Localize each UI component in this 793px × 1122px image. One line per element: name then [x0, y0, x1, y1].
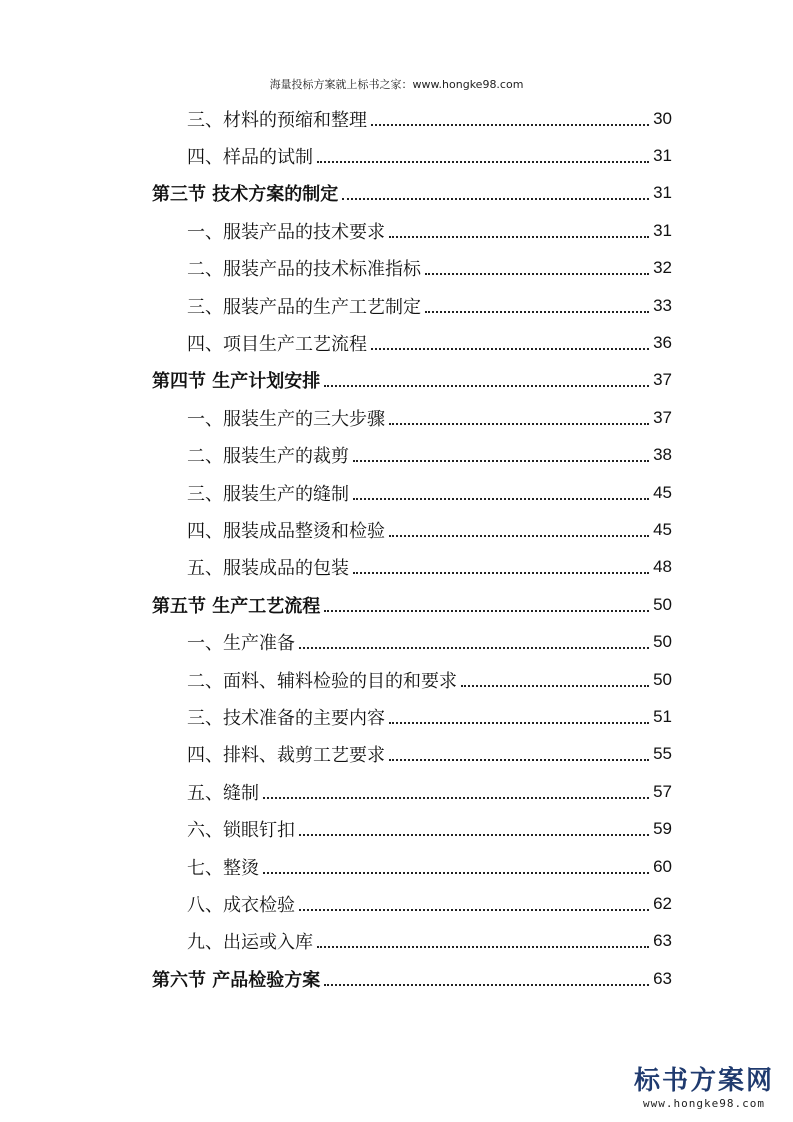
- dot-leader: [299, 647, 649, 649]
- toc-item-entry[interactable]: [152, 885, 672, 922]
- toc-item-entry[interactable]: [152, 549, 672, 586]
- toc-entry-label: 五、缝制: [187, 782, 259, 804]
- dot-leader: [342, 198, 649, 200]
- dot-leader: [299, 834, 649, 836]
- dot-leader: [353, 498, 649, 500]
- dot-leader: [425, 311, 649, 313]
- toc-item-entry[interactable]: [152, 287, 672, 324]
- toc-entry-label: 六、锁眼钉扣: [187, 820, 295, 842]
- toc-item-entry[interactable]: [152, 923, 672, 960]
- toc-entry-page-number: 32: [653, 258, 672, 278]
- toc-entry-label: 第五节 生产工艺流程: [152, 595, 321, 617]
- toc-item-entry[interactable]: [152, 511, 672, 548]
- toc-entry-label: 第三节 技术方案的制定: [152, 184, 339, 206]
- toc-item-entry[interactable]: [152, 100, 672, 137]
- toc-entry-page-number: 63: [653, 968, 672, 988]
- toc-entry-page-number: 63: [653, 931, 672, 951]
- dot-leader: [324, 610, 649, 612]
- dot-leader: [389, 722, 649, 724]
- toc-entry-page-number: 37: [653, 370, 672, 390]
- toc-entry-page-number: 36: [653, 333, 672, 353]
- logo-url: www.hongke98.com: [643, 1097, 765, 1110]
- toc-entry-label: 三、服装产品的生产工艺制定: [187, 296, 421, 318]
- toc-item-entry[interactable]: [152, 474, 672, 511]
- watermark-logo: [629, 1060, 779, 1110]
- toc-entry-page-number: 57: [653, 781, 672, 801]
- toc-entry-page-number: 50: [653, 669, 672, 689]
- toc-section-entry[interactable]: [152, 362, 672, 399]
- dot-leader: [353, 572, 649, 574]
- toc-entry-page-number: 50: [653, 594, 672, 614]
- dot-leader: [324, 385, 649, 387]
- toc-item-entry[interactable]: [152, 437, 672, 474]
- toc-entry-page-number: 31: [653, 183, 672, 203]
- toc-item-entry[interactable]: [152, 848, 672, 885]
- toc-item-entry[interactable]: [152, 137, 672, 174]
- toc-entry-page-number: 37: [653, 407, 672, 427]
- toc-entry-label: 四、服装成品整烫和检验: [187, 520, 385, 542]
- toc-item-entry[interactable]: [152, 698, 672, 735]
- toc-section-entry[interactable]: [152, 960, 672, 997]
- toc-item-entry[interactable]: [152, 324, 672, 361]
- toc-entry-label: 七、整烫: [187, 857, 259, 879]
- toc-entry-page-number: 31: [653, 146, 672, 166]
- toc-item-entry[interactable]: [152, 399, 672, 436]
- toc-entry-label: 一、生产准备: [187, 633, 295, 655]
- toc-entry-page-number: 55: [653, 744, 672, 764]
- toc-entry-page-number: 62: [653, 893, 672, 913]
- dot-leader: [461, 685, 649, 687]
- page-header: 海量投标方案就上标书之家：www.hongke98.com: [269, 78, 524, 91]
- logo-brand: 标书方案网: [633, 1066, 774, 1096]
- dot-leader: [425, 273, 649, 275]
- toc-entry-label: 四、样品的试制: [187, 147, 313, 169]
- toc-entry-label: 二、面料、辅料检验的目的和要求: [187, 670, 457, 692]
- toc-item-entry[interactable]: [152, 773, 672, 810]
- toc-entry-label: 二、服装生产的裁剪: [187, 446, 349, 468]
- toc-entry-label: 一、服装产品的技术要求: [187, 221, 385, 243]
- dot-leader: [389, 759, 649, 761]
- toc-entry-label: 三、服装生产的缝制: [187, 483, 349, 505]
- toc-item-entry[interactable]: [152, 623, 672, 660]
- toc-entry-page-number: 50: [653, 632, 672, 652]
- dot-leader: [389, 535, 649, 537]
- toc-entry-page-number: 33: [653, 295, 672, 315]
- toc-entry-page-number: 51: [653, 706, 672, 726]
- toc-entry-label: 第四节 生产计划安排: [152, 371, 321, 393]
- dot-leader: [389, 236, 649, 238]
- toc-entry-label: 五、服装成品的包装: [187, 558, 349, 580]
- dot-leader: [371, 348, 649, 350]
- dot-leader: [324, 984, 649, 986]
- dot-leader: [263, 872, 649, 874]
- toc-entry-page-number: 38: [653, 445, 672, 465]
- dot-leader: [371, 124, 649, 126]
- toc-entry-page-number: 48: [653, 557, 672, 577]
- toc-entry-label: 三、技术准备的主要内容: [187, 707, 385, 729]
- toc-entry-page-number: 45: [653, 482, 672, 502]
- toc-entry-label: 三、材料的预缩和整理: [187, 109, 367, 131]
- toc-item-entry[interactable]: [152, 810, 672, 847]
- toc-item-entry[interactable]: [152, 250, 672, 287]
- toc-entry-label: 第六节 产品检验方案: [152, 969, 321, 991]
- dot-leader: [389, 423, 649, 425]
- toc-item-entry[interactable]: [152, 736, 672, 773]
- toc-entry-page-number: 60: [653, 856, 672, 876]
- toc-entry-page-number: 30: [653, 108, 672, 128]
- toc-section-entry[interactable]: [152, 586, 672, 623]
- toc-entry-label: 四、项目生产工艺流程: [187, 334, 367, 356]
- toc-entry-page-number: 59: [653, 819, 672, 839]
- toc-item-entry[interactable]: [152, 661, 672, 698]
- dot-leader: [317, 946, 649, 948]
- table-of-contents: [152, 100, 672, 997]
- toc-entry-page-number: 45: [653, 519, 672, 539]
- toc-item-entry[interactable]: [152, 212, 672, 249]
- dot-leader: [317, 161, 649, 163]
- toc-section-entry[interactable]: [152, 175, 672, 212]
- dot-leader: [353, 460, 649, 462]
- toc-entry-label: 九、出运或入库: [187, 932, 313, 954]
- toc-entry-label: 八、成衣检验: [187, 894, 295, 916]
- toc-entry-page-number: 31: [653, 220, 672, 240]
- dot-leader: [263, 797, 649, 799]
- toc-entry-label: 二、服装产品的技术标准指标: [187, 259, 421, 281]
- toc-entry-label: 四、排料、裁剪工艺要求: [187, 745, 385, 767]
- toc-entry-label: 一、服装生产的三大步骤: [187, 408, 385, 430]
- dot-leader: [299, 909, 649, 911]
